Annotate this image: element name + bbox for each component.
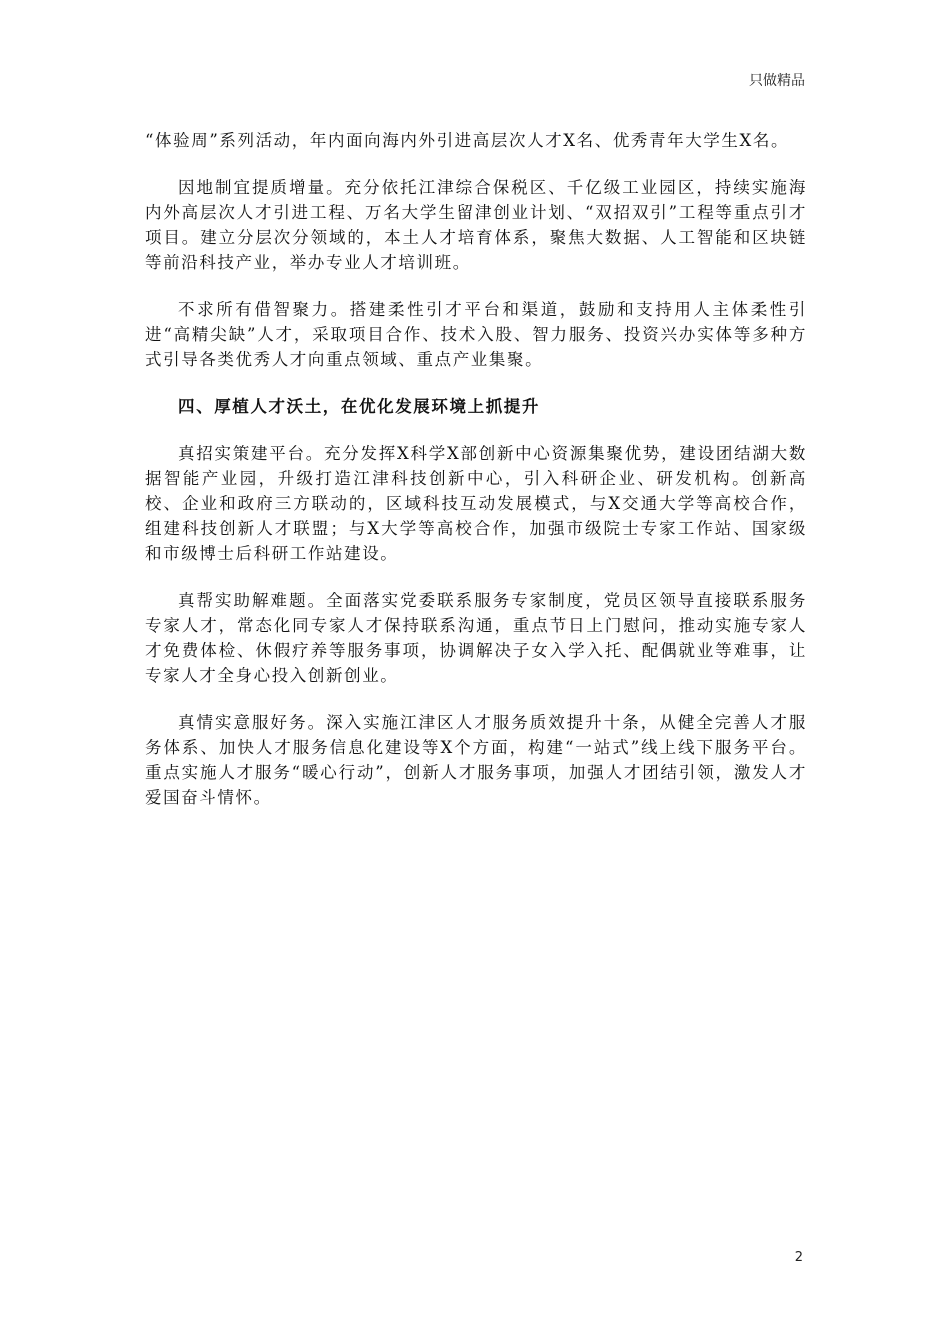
paragraph-platform: 真招实策建平台。充分发挥X科学X部创新中心资源集聚优势，建设团结湖大数据智能产业园，升级打造江津科技创新中心，引入科研企业、研发机构。创新高校、企业和政府三方联动的，区域科技互动发展模式，与X交通大学等高校合作，组建科技创新人才联盟；与X大学等高校合作，加强市级院士专家工作站、国家级和市级博士后科研工作站建设。 bbox=[145, 444, 807, 563]
document-body bbox=[145, 128, 807, 832]
header-note: 只做精品 bbox=[749, 73, 805, 89]
section-heading: 四、厚植人才沃土，在优化发展环境上抓提升 bbox=[178, 397, 540, 416]
page-number: 2 bbox=[794, 1250, 803, 1265]
paragraph-local-growth: 因地制宜提质增量。充分依托江津综合保税区、千亿级工业园区，持续实施海内外高层次人才引进工程、万名大学生留津创业计划、“双招双引”工程等重点引才项目。建立分层次分领域的，本土人才培育体系，聚焦大数据、人工智能和区块链等前沿科技产业，举办专业人才培训班。 bbox=[145, 178, 807, 272]
paragraph-flexible-talent: 不求所有借智聚力。搭建柔性引才平台和渠道，鼓励和支持用人主体柔性引进“高精尖缺”人才，采取项目合作、技术入股、智力服务、投资兴办实体等多种方式引导各类优秀人才向重点领域、重点产业集聚。 bbox=[145, 300, 807, 369]
paragraph-continuation: “体验周”系列活动，年内面向海内外引进高层次人才X名、优秀青年大学生X名。 bbox=[145, 131, 790, 150]
paragraph-service: 真情实意服好务。深入实施江津区人才服务质效提升十条，从健全完善人才服务体系、加快人才服务信息化建设等X个方面，构建“一站式”线上线下服务平台。重点实施人才服务“暖心行动”，创新人才服务事项，加强人才团结引领，激发人才爱国奋斗情怀。 bbox=[145, 713, 807, 807]
paragraph-solve-problems: 真帮实助解难题。全面落实党委联系服务专家制度，党员区领导直接联系服务专家人才，常态化同专家人才保持联系沟通，重点节日上门慰问，推动实施专家人才免费体检、休假疗养等服务事项，协调解决子女入学入托、配偶就业等难事，让专家人才全身心投入创新创业。 bbox=[145, 591, 807, 685]
